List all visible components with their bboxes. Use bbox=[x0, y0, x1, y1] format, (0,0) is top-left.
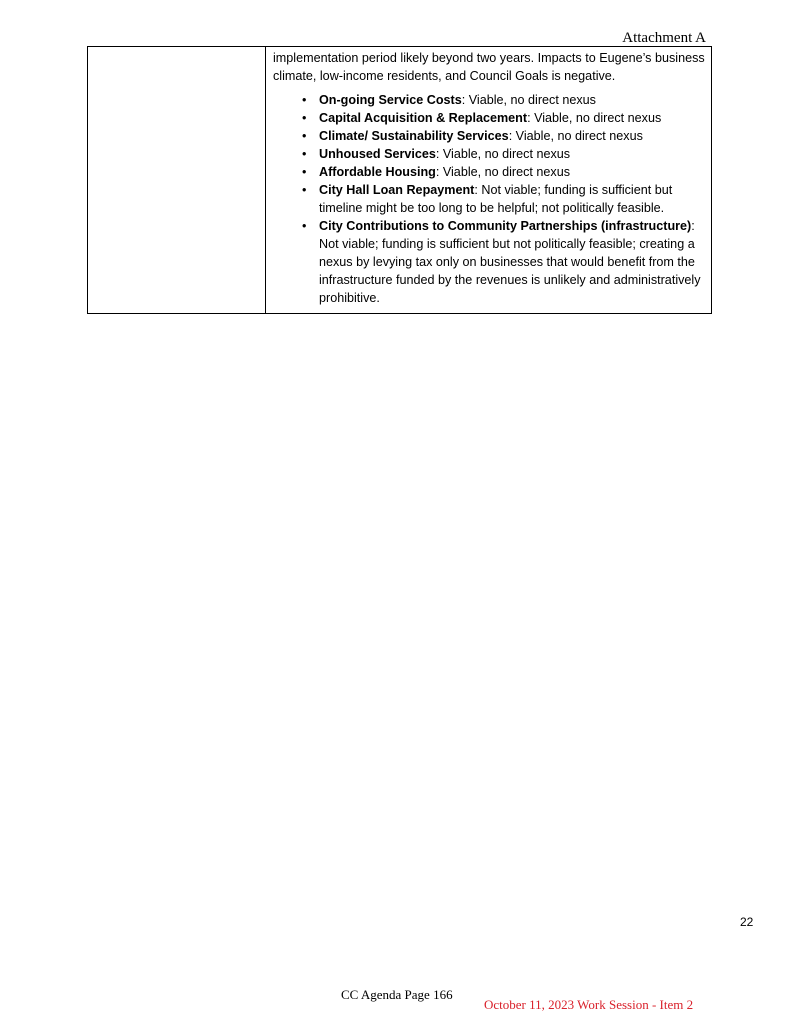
item-text: : Viable, no direct nexus bbox=[461, 93, 596, 107]
attachment-label: Attachment A bbox=[622, 30, 706, 46]
list-item bbox=[273, 163, 705, 181]
item-text: : Viable, no direct nexus bbox=[435, 147, 571, 161]
bullet-icon: • bbox=[302, 111, 307, 125]
item-text: : Not viable; funding is sufficient but timeline might be too long to be helpful; not politically feasible. bbox=[319, 183, 673, 215]
bullet-icon: • bbox=[302, 219, 307, 233]
item-term: On-going Service Costs bbox=[319, 93, 462, 107]
item-text: : Not viable; funding is sufficient but not politically feasible; creating a nexus by levying tax only on businesses that would benefit from the infrastructure funded by the revenues is unlikely and administratively prohibitive. bbox=[319, 219, 701, 305]
item-term: Unhoused Services bbox=[319, 147, 436, 161]
work-session-footer: October 11, 2023 Work Session - Item 2 bbox=[484, 997, 694, 1012]
item-text: : Viable, no direct nexus bbox=[508, 129, 643, 143]
criteria-list bbox=[273, 91, 705, 307]
list-item bbox=[273, 91, 705, 109]
item-term: Capital Acquisition & Replacement bbox=[319, 111, 528, 125]
bullet-icon: • bbox=[302, 165, 307, 179]
bullet-icon: • bbox=[302, 183, 307, 197]
list-item bbox=[273, 145, 705, 163]
item-term: Climate/ Sustainability Services bbox=[319, 129, 509, 143]
agenda-page-footer: CC Agenda Page 166 bbox=[341, 987, 453, 1002]
item-text: : Viable, no direct nexus bbox=[435, 165, 571, 179]
table-left-cell bbox=[88, 47, 266, 313]
list-item bbox=[273, 181, 705, 217]
list-item bbox=[273, 127, 705, 145]
list-item bbox=[273, 109, 705, 127]
content-table bbox=[87, 46, 712, 314]
item-text: : Viable, no direct nexus bbox=[527, 111, 662, 125]
bullet-icon: • bbox=[302, 129, 307, 143]
table-right-cell bbox=[266, 47, 711, 313]
intro-paragraph: implementation period likely beyond two years. Impacts to Eugene’s business climate, low-income residents, and Council Goals is negative. bbox=[273, 51, 705, 83]
page-number: 22 bbox=[740, 915, 754, 929]
item-term: City Contributions to Community Partnerships (infrastructure) bbox=[319, 219, 692, 233]
item-term: City Hall Loan Repayment bbox=[319, 183, 475, 197]
bullet-icon: • bbox=[302, 93, 307, 107]
bullet-icon: • bbox=[302, 147, 307, 161]
item-term: Affordable Housing bbox=[319, 165, 436, 179]
list-item bbox=[273, 217, 705, 307]
